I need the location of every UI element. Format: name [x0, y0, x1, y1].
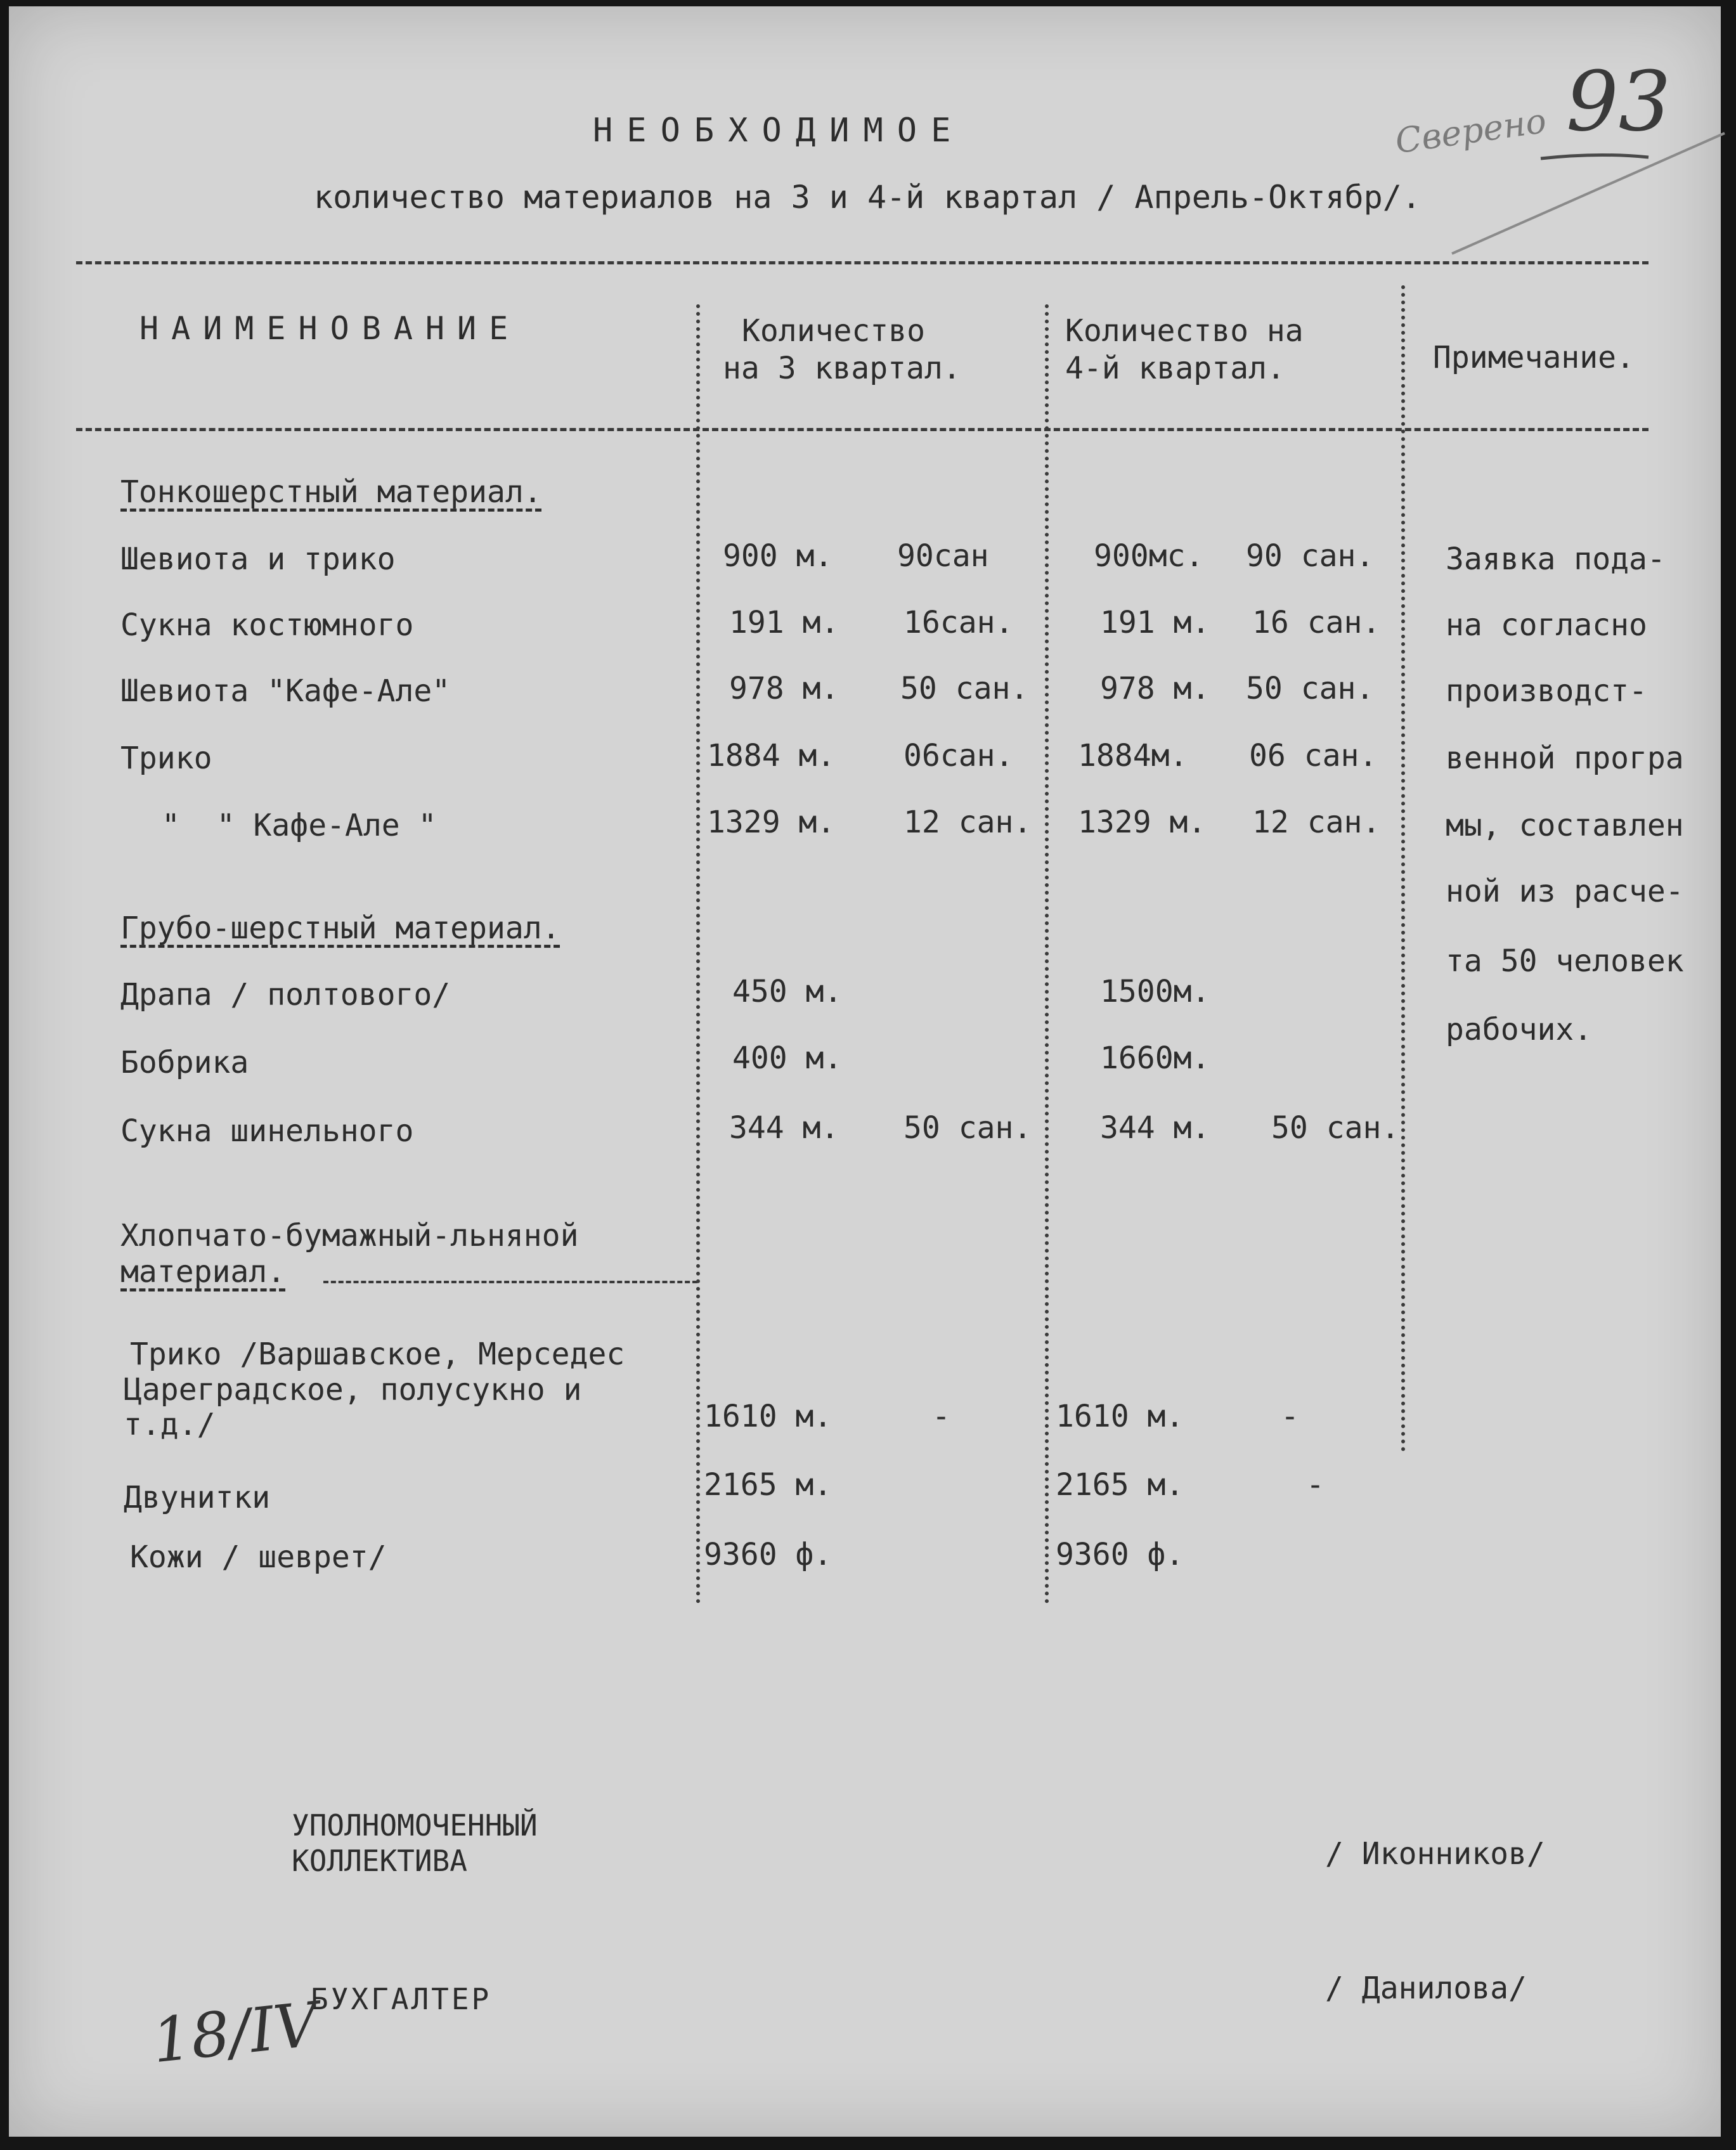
row-name: Бобрика — [120, 1045, 249, 1080]
row-q3-qty: 1884 м. — [707, 738, 836, 774]
signatory-role-1-line1: УПОЛНОМОЧЕННЫЙ — [292, 1808, 538, 1842]
row-q3-qty: 900 м. — [723, 538, 833, 574]
document-title: НЕОБХОДИМОЕ — [593, 112, 965, 150]
row-q4-units: - — [1281, 1399, 1299, 1434]
column-header-note: Примечание. — [1433, 340, 1635, 375]
row-q4-units: 50 сан. — [1246, 671, 1375, 706]
row-q3-units: 16сан. — [904, 605, 1014, 640]
row-q4-units: 06 сан. — [1249, 738, 1378, 774]
section-title-coarse-wool: Грубо-шерстный материал. — [120, 910, 560, 946]
row-q4-qty: 1329 м. — [1078, 805, 1207, 840]
note-line: ной из расче- — [1446, 874, 1684, 909]
row-q4-qty: 2165 м. — [1056, 1467, 1184, 1503]
row-name-line3: т.д./ — [124, 1407, 216, 1442]
row-q4-qty: 9360 ф. — [1056, 1537, 1184, 1572]
row-q4-qty: 191 м. — [1100, 605, 1210, 640]
row-q4-units: 90 сан. — [1246, 538, 1375, 574]
row-q4-qty: 1610 м. — [1056, 1399, 1184, 1434]
row-name: " " Кафе-Але " — [162, 808, 437, 843]
row-name: Шевиота "Кафе-Але" — [120, 673, 451, 709]
column-header-q4-line1: Количество на — [1065, 313, 1304, 349]
section-title-fine-wool: Тонкошерстный материал. — [120, 474, 542, 510]
row-q3-qty: 9360 ф. — [704, 1537, 832, 1572]
section-title-cotton-line1: Хлопчато-бумажный-льняной — [120, 1218, 579, 1253]
row-name: Шевиота и трико — [120, 541, 396, 577]
row-name: Двунитки — [124, 1480, 271, 1515]
verification-stamp: Сверено — [1392, 100, 1549, 162]
row-q4-units: 16 сан. — [1252, 605, 1381, 640]
row-name-line2: Цареградское, полусукно и — [124, 1372, 582, 1408]
signatory-role-2: БУХГАЛТЕР — [311, 1982, 492, 2016]
column-header-name: НАИМЕНОВАНИЕ — [139, 310, 521, 347]
row-q3-qty: 400 м. — [732, 1040, 843, 1076]
row-q4-qty: 1660м. — [1100, 1040, 1210, 1076]
row-q3-qty: 2165 м. — [704, 1467, 832, 1503]
note-line: мы, составлен — [1446, 808, 1684, 843]
note-line: Заявка пода- — [1446, 541, 1666, 577]
signatory-name-2: / Данилова/ — [1325, 1971, 1527, 2006]
row-name: Сукна шинельного — [120, 1113, 414, 1149]
row-q3-qty: 1329 м. — [707, 805, 836, 840]
note-line: на согласно — [1446, 607, 1647, 643]
row-q4-qty: 1884м. — [1078, 738, 1188, 774]
signatory-role-1-line2: КОЛЛЕКТИВА — [292, 1844, 467, 1878]
column-header-q3-line2: на 3 квартал. — [723, 351, 961, 386]
row-q4-qty: 900мс. — [1094, 538, 1204, 574]
note-line: та 50 человек — [1446, 943, 1684, 979]
row-q3-units: 12 сан. — [904, 805, 1032, 840]
note-line: венной програ — [1446, 741, 1684, 776]
row-q4-qty: 1500м. — [1100, 974, 1210, 1009]
row-q4-units: 50 сан. — [1271, 1110, 1400, 1146]
row-q3-qty: 1610 м. — [704, 1399, 832, 1434]
row-q4-units: 12 сан. — [1252, 805, 1381, 840]
document-subtitle: количество материалов на 3 и 4-й квартал / Апрель-Октябр/. — [314, 179, 1421, 216]
row-name: Трико — [120, 741, 212, 776]
row-q3-units: - — [932, 1399, 950, 1434]
row-q3-units: 50 сан. — [904, 1110, 1032, 1146]
handwritten-note: 18/IV — [148, 1988, 321, 2077]
row-q3-units: 50 сан. — [900, 671, 1029, 706]
row-q3-qty: 344 м. — [729, 1110, 839, 1146]
row-name: Сукна костюмного — [120, 607, 414, 643]
row-q3-units: 06сан. — [904, 738, 1014, 774]
row-q3-qty: 191 м. — [729, 605, 839, 640]
row-q3-qty: 450 м. — [732, 974, 843, 1009]
column-header-q4-line2: 4-й квартал. — [1065, 351, 1285, 386]
signatory-name-1: / Иконников/ — [1325, 1836, 1545, 1872]
column-header-q3-line1: Количество — [742, 313, 925, 349]
note-line: рабочих. — [1446, 1012, 1593, 1047]
row-q4-qty: 978 м. — [1100, 671, 1210, 706]
row-name: Драпа / полтового/ — [120, 977, 451, 1013]
section-title-cotton-line2: материал. — [120, 1254, 286, 1290]
row-q3-units: 90сан — [897, 538, 989, 574]
row-q4-qty: 344 м. — [1100, 1110, 1210, 1146]
row-name-line1: Трико /Варшавское, Мерседес — [130, 1337, 625, 1372]
page-number: 93 — [1566, 53, 1671, 150]
row-name: Кожи / шеврет/ — [130, 1539, 387, 1575]
row-q4-units: - — [1306, 1467, 1325, 1503]
note-line: производст- — [1446, 673, 1647, 709]
row-q3-qty: 978 м. — [729, 671, 839, 706]
